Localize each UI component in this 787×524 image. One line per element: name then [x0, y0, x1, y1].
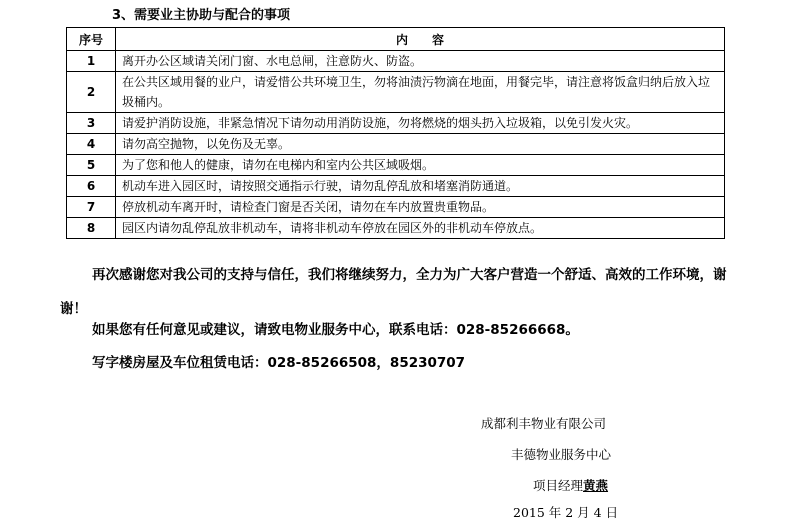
row-text: 园区内请勿乱停乱放非机动车，请将非机动车停放在园区外的非机动车停放点。 [116, 218, 725, 239]
row-no: 6 [67, 176, 116, 197]
row-text: 离开办公区域请关闭门窗、水电总闸，注意防火、防盗。 [116, 51, 725, 72]
table-row [67, 113, 725, 134]
table-row [67, 176, 725, 197]
table-row [67, 155, 725, 176]
row-text: 请勿高空抛物，以免伤及无辜。 [116, 134, 725, 155]
feedback-line: 如果您有任何意见或建议，请致电物业服务中心，联系电话：028-85266668。 [92, 322, 579, 338]
items-table [66, 27, 725, 239]
row-no: 2 [67, 72, 116, 113]
signature-manager [533, 476, 608, 494]
table-header-row [67, 28, 725, 51]
header-content: 内 容 [116, 28, 725, 51]
row-text: 为了您和他人的健康，请勿在电梯内和室内公共区域吸烟。 [116, 155, 725, 176]
row-text: 在公共区域用餐的业户，请爱惜公共环境卫生，勿将油渍污物滴在地面，用餐完毕，请注意将饭盒归纳后放入垃圾桶内。 [116, 72, 725, 113]
table-row [67, 218, 725, 239]
row-no: 1 [67, 51, 116, 72]
signature-date: 2015 年 2 月 4 日 [513, 505, 619, 520]
thanks-paragraph: 再次感谢您对我公司的支持与信任，我们将继续努力，全力为广大客户营造一个舒适、高效的工作环境，谢谢！ [60, 267, 727, 317]
row-text: 请爱护消防设施，非紧急情况下请勿动用消防设施，勿将燃烧的烟头扔入垃圾箱，以免引发火灾。 [116, 113, 725, 134]
row-no: 3 [67, 113, 116, 134]
row-no: 4 [67, 134, 116, 155]
table-row [67, 134, 725, 155]
table-row [67, 72, 725, 113]
row-no: 8 [67, 218, 116, 239]
table-row [67, 51, 725, 72]
rental-line: 写字楼房屋及车位租赁电话：028-85266508，85230707 [92, 355, 466, 371]
signature-center: 丰德物业服务中心 [511, 447, 612, 462]
section-title: 3、需要业主协助与配合的事项 [112, 8, 291, 23]
signature-company: 成都利丰物业有限公司 [481, 416, 607, 431]
row-no: 5 [67, 155, 116, 176]
row-no: 7 [67, 197, 116, 218]
table-row [67, 197, 725, 218]
manager-label: 项目经理 [533, 478, 584, 493]
row-text: 机动车进入园区时，请按照交通指示行驶，请勿乱停乱放和堵塞消防通道。 [116, 176, 725, 197]
row-text: 停放机动车离开时，请检查门窗是否关闭，请勿在车内放置贵重物品。 [116, 197, 725, 218]
header-no: 序号 [67, 28, 116, 51]
manager-signature: 黄燕 [583, 478, 609, 493]
